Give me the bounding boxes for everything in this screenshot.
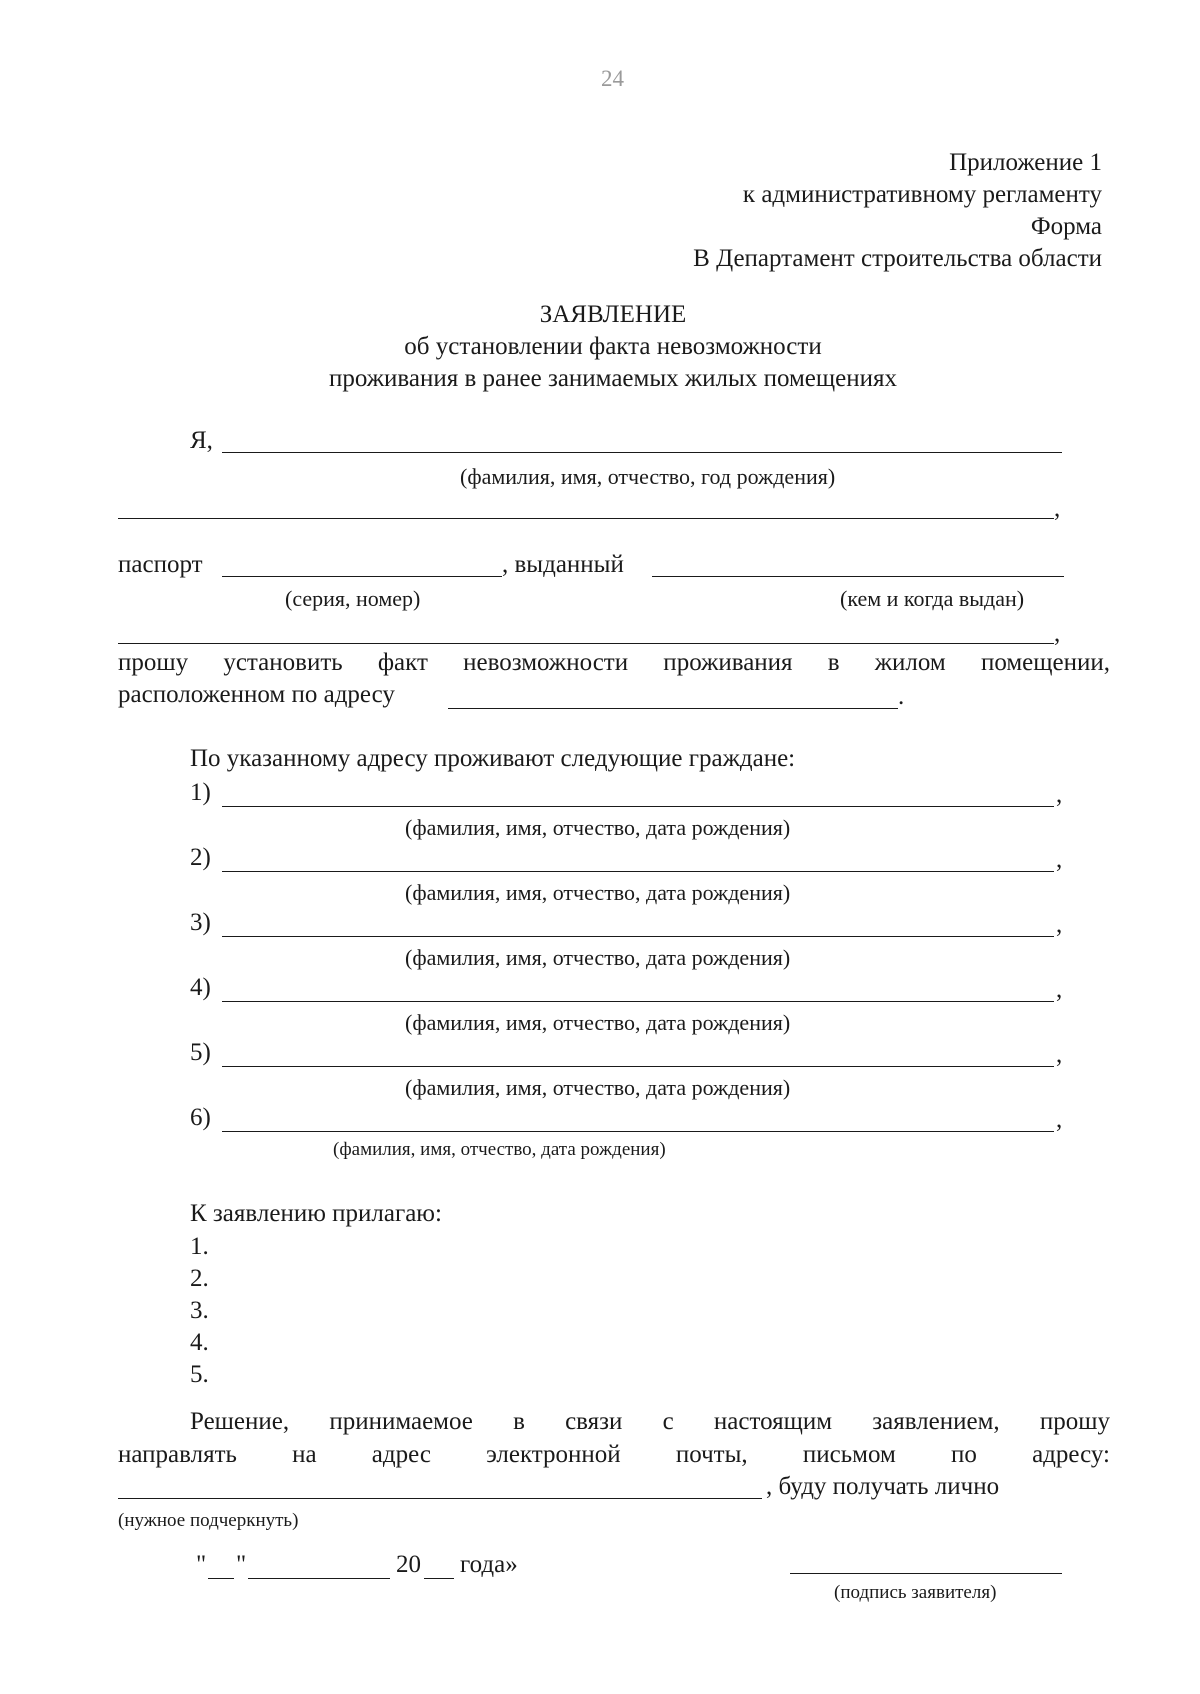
decision-text-line3: , буду получать лично <box>766 1473 1000 1500</box>
passport-number-field[interactable] <box>222 576 502 577</box>
page-number: 24 <box>601 66 624 91</box>
attachment-item: 2. <box>190 1265 209 1292</box>
issued-label: , выданный <box>502 551 624 578</box>
request-text-line2: расположенном по адресу <box>118 681 395 708</box>
comma: , <box>1054 620 1061 647</box>
residents-intro: По указанному адресу проживают следующие граждане: <box>190 745 796 772</box>
resident-field[interactable] <box>222 1001 1054 1002</box>
resident-field[interactable] <box>222 1131 1054 1132</box>
resident-number: 1) <box>190 779 211 806</box>
regulation-reference: к административному регламенту <box>742 181 1102 208</box>
property-address-field[interactable] <box>448 708 898 709</box>
addressee: В Департамент строительства области <box>693 245 1102 272</box>
resident-number: 6) <box>190 1104 211 1131</box>
comma: , <box>1056 781 1063 808</box>
applicant-name-caption: (фамилия, имя, отчество, год рождения) <box>460 464 836 489</box>
passport-issued-field[interactable] <box>652 576 1064 577</box>
resident-number: 4) <box>190 974 211 1001</box>
date-month-field[interactable] <box>248 1578 390 1579</box>
resident-caption: (фамилия, имя, отчество, дата рождения) <box>405 1075 791 1100</box>
date-quote-close: " <box>236 1551 247 1578</box>
passport-issued-caption: (кем и когда выдан) <box>840 586 1025 611</box>
comma: , <box>1054 495 1061 522</box>
signature-field[interactable] <box>790 1573 1062 1574</box>
resident-field[interactable] <box>222 1066 1054 1067</box>
decision-text-line2: направлять на адрес электронной почты, письмом по адресу: <box>118 1441 1110 1468</box>
resident-field[interactable] <box>222 871 1054 872</box>
resident-number: 2) <box>190 844 211 871</box>
passport-series-caption: (серия, номер) <box>285 586 421 611</box>
passport-label: паспорт <box>118 551 203 578</box>
resident-caption: (фамилия, имя, отчество, дата рождения) <box>405 815 791 840</box>
signature-caption: (подпись заявителя) <box>834 1582 997 1603</box>
resident-caption: (фамилия, имя, отчество, дата рождения) <box>405 945 791 970</box>
date-day-field[interactable] <box>208 1578 234 1579</box>
document-title: ЗАЯВЛЕНИЕ <box>539 301 687 328</box>
date-quote-open: " <box>196 1551 207 1578</box>
attachments-intro: К заявлению прилагаю: <box>190 1200 442 1227</box>
attachment-item: 3. <box>190 1297 209 1324</box>
year-suffix: года» <box>460 1551 518 1578</box>
period: . <box>898 683 905 710</box>
applicant-name-continuation-field[interactable] <box>118 518 1054 519</box>
resident-caption: (фамилия, имя, отчество, дата рождения) <box>405 1010 791 1035</box>
underline-note: (нужное подчеркнуть) <box>118 1510 299 1531</box>
decision-text-line1: Решение, принимаемое в связи с настоящим заявлением, прошу <box>190 1408 1110 1435</box>
document-subtitle-line2: проживания в ранее занимаемых жилых помещениях <box>329 365 897 392</box>
form-label: Форма <box>1030 213 1102 240</box>
attachment-item: 1. <box>190 1233 209 1260</box>
resident-caption: (фамилия, имя, отчество, дата рождения) <box>333 1139 666 1160</box>
resident-caption: (фамилия, имя, отчество, дата рождения) <box>405 880 791 905</box>
comma: , <box>1056 911 1063 938</box>
resident-field[interactable] <box>222 806 1054 807</box>
attachment-item: 5. <box>190 1361 209 1388</box>
appendix-label: Приложение 1 <box>949 149 1102 176</box>
passport-issued-continuation-field[interactable] <box>118 643 1054 644</box>
document-subtitle-line1: об установлении факта невозможности <box>404 333 822 360</box>
attachment-item: 4. <box>190 1329 209 1356</box>
comma: , <box>1056 846 1063 873</box>
delivery-address-field[interactable] <box>118 1498 762 1499</box>
resident-number: 5) <box>190 1039 211 1066</box>
comma: , <box>1056 1106 1063 1133</box>
request-text-line1: прошу установить факт невозможности проживания в жилом помещении, <box>118 649 1110 676</box>
resident-number: 3) <box>190 909 211 936</box>
year-prefix: 20 <box>396 1551 421 1578</box>
comma: , <box>1056 1041 1063 1068</box>
date-year-field[interactable] <box>424 1578 454 1579</box>
comma: , <box>1056 976 1063 1003</box>
applicant-name-field[interactable] <box>222 452 1062 453</box>
resident-field[interactable] <box>222 936 1054 937</box>
ya-label: Я, <box>190 427 213 454</box>
